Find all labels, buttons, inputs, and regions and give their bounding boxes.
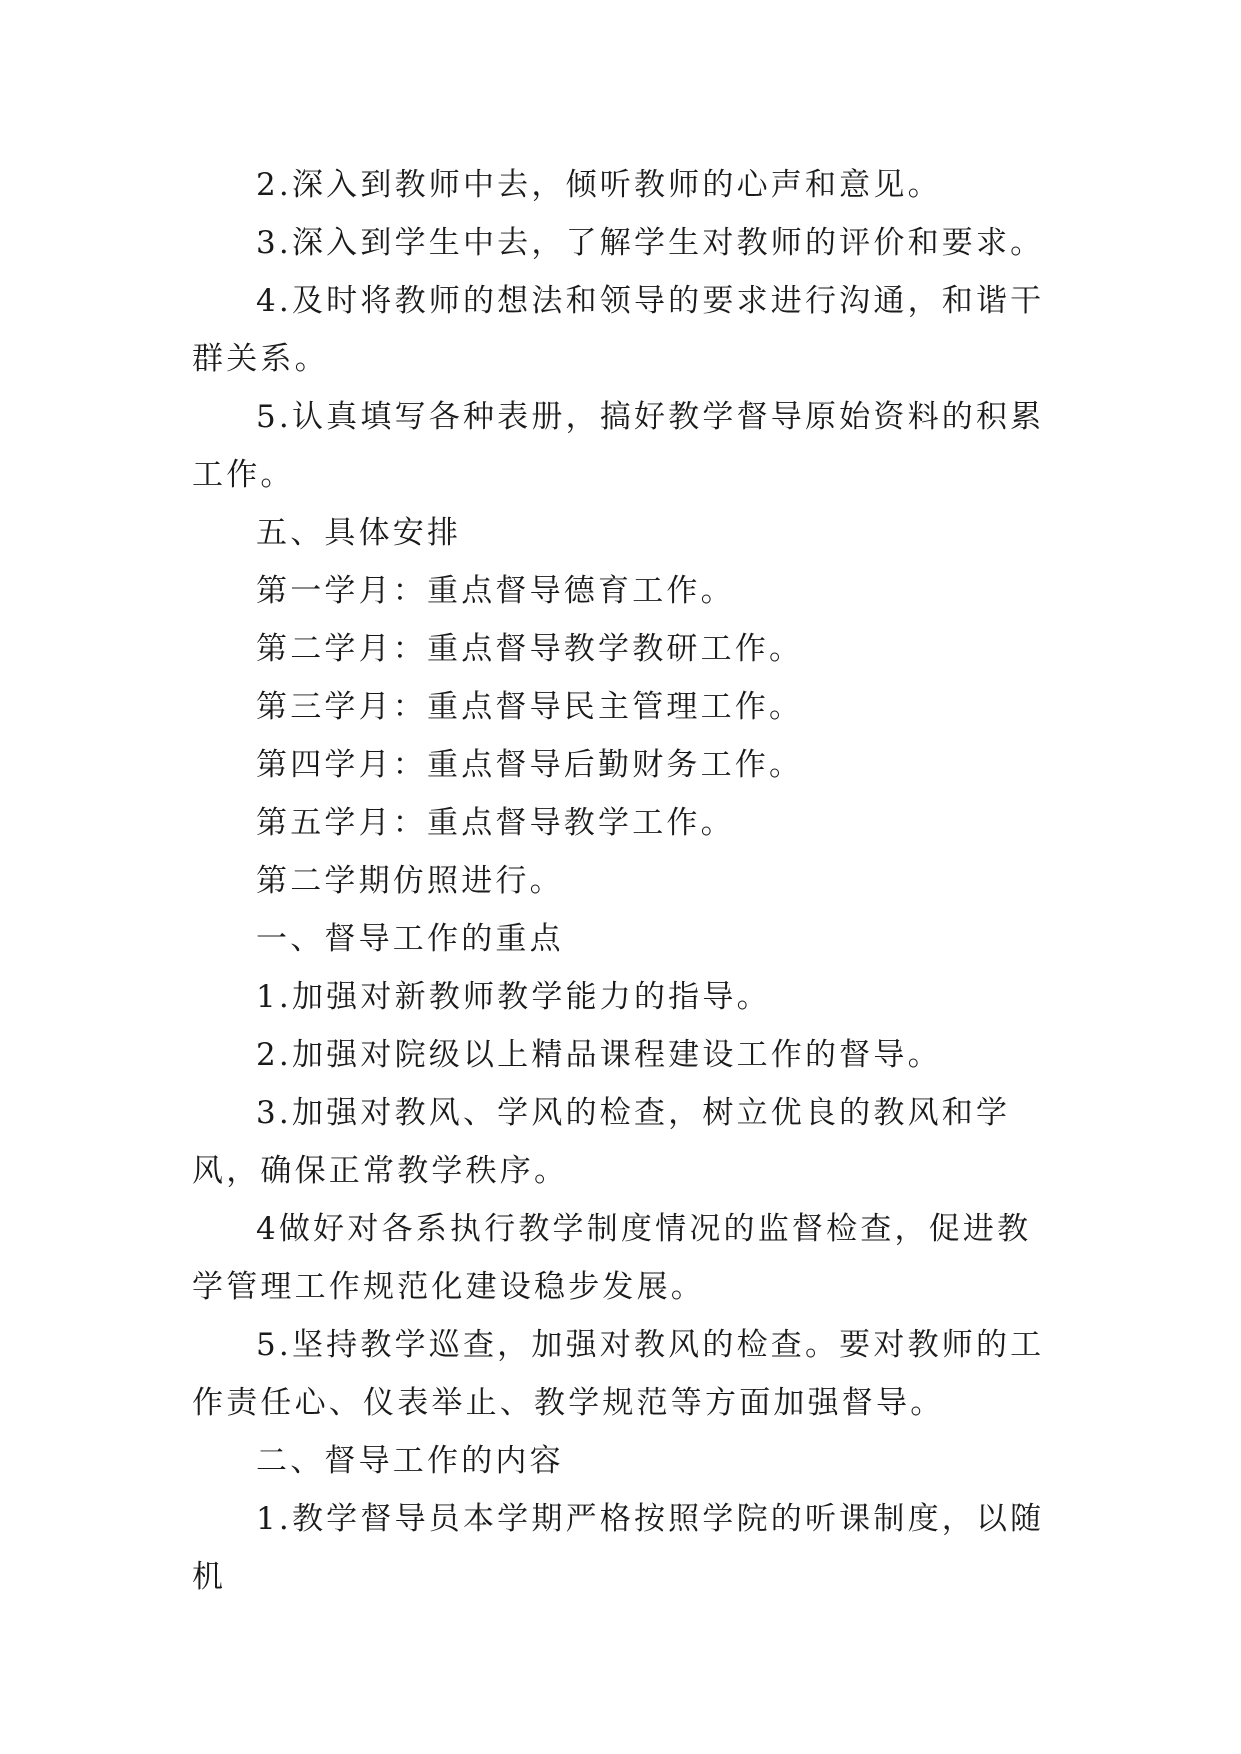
document-body — [192, 156, 1052, 1606]
focus-item-4: 4做好对各系执行教学制度情况的监督检查，促进教学管理工作规范化建设稳步发展。 — [192, 1211, 1032, 1305]
content-item-1: 1.教学督导员本学期严格按照学院的听课制度，以随机 — [192, 1501, 1045, 1595]
focus-item-1: 1.加强对新教师教学能力的指导。 — [256, 979, 771, 1015]
section-heading-schedule: 五、具体安排 — [256, 515, 462, 551]
section-heading-focus: 一、督导工作的重点 — [256, 921, 564, 957]
paragraph-item-2: 2.深入到教师中去，倾听教师的心声和意见。 — [256, 167, 942, 203]
paragraph-item-3: 3.深入到学生中去，了解学生对教师的评价和要求。 — [256, 225, 1045, 261]
schedule-month-2: 第二学月：重点督导教学教研工作。 — [256, 631, 804, 667]
schedule-month-4: 第四学月：重点督导后勤财务工作。 — [256, 747, 804, 783]
schedule-month-1: 第一学月：重点督导德育工作。 — [256, 573, 735, 609]
schedule-month-3: 第三学月：重点督导民主管理工作。 — [256, 689, 804, 725]
section-heading-content: 二、督导工作的内容 — [256, 1443, 564, 1479]
focus-item-5: 5.坚持教学巡查，加强对教风的检查。要对教师的工作责任心、仪表举止、教学规范等方面加强督导。 — [192, 1327, 1045, 1421]
paragraph-item-5: 5.认真填写各种表册，搞好教学督导原始资料的积累工作。 — [192, 399, 1045, 493]
schedule-month-5: 第五学月：重点督导教学工作。 — [256, 805, 735, 841]
focus-item-3: 3.加强对教风、学风的检查，树立优良的教风和学风，确保正常教学秩序。 — [192, 1095, 1011, 1189]
focus-item-2: 2.加强对院级以上精品课程建设工作的督导。 — [256, 1037, 942, 1073]
paragraph-item-4: 4.及时将教师的想法和领导的要求进行沟通，和谐干群关系。 — [192, 283, 1045, 377]
second-semester-note: 第二学期仿照进行。 — [256, 863, 564, 899]
